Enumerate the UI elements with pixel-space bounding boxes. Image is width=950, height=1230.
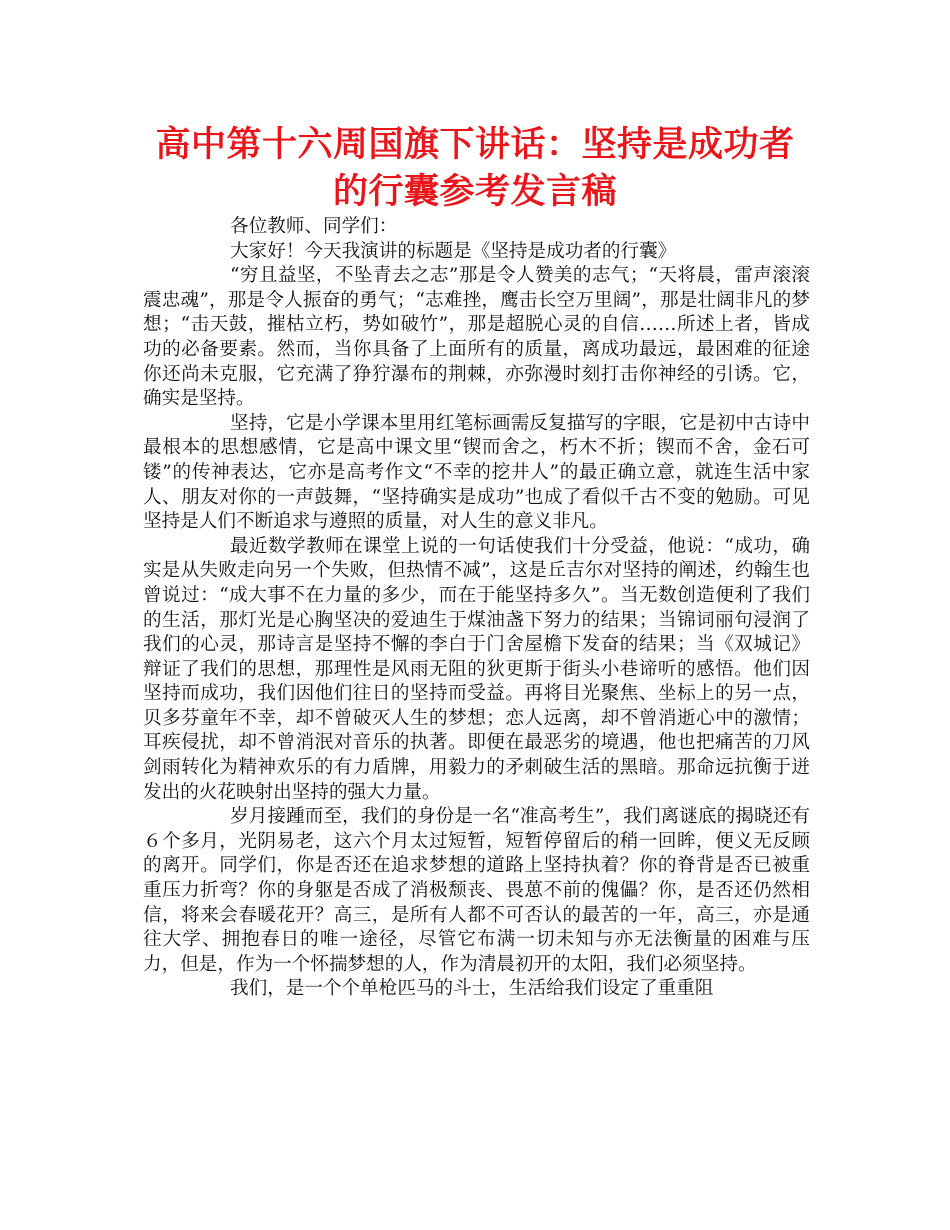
paragraph-greeting: 大家好！今天我演讲的标题是《坚持是成功者的行囊》 — [230, 240, 677, 262]
paragraph-persistence: 坚持，它是小学课本里用红笔标画需反复描写的字眼，它是初中古诗中最根本的思想感情，它是高中课文里“锲而舍之，朽木不折；锲而不舍，金石可镂”的传神表达，它亦是高考作文“不幸的挖井人”的最正确立意，就连生活中家人、朋友对你的一声鼓舞，“坚持确实是成功”也成了看似千古不变的勉励。可见坚持是人们不断追求与遵照的质量，对人生的意义非凡。 — [143, 412, 810, 533]
paragraph-virtues: “穷且益坚，不坠青去之志”那是令人赞美的志气；“天将晨，雷声滚滚震忠魂”，那是令人振奋的勇气；“志难挫，鹰击长空万里阔”，那是壮阔非凡的梦想；“击天鼓，摧枯立朽，势如破竹”，那是超脱心灵的自信……所述上者，皆成功的必备要素。然而，当你具备了上面所有的质量，离成功最远，最困难的征途你还尚未克服，它充满了狰狞瀑布的荆棘，亦弥漫时刻打击你神经的引诱。它，确实是坚持。 — [143, 265, 810, 410]
document-title — [140, 122, 810, 216]
paragraph-examples: 最近数学教师在课堂上说的一句话使我们十分受益，他说：“成功，确实是从失败走向另一个失败，但热情不减”，这是丘吉尔对坚持的阐述，约翰生也曾说过：“成大事不在力量的多少，而在于能坚持多久”。当无数创造便利了我们的生活，那灯光是心胸坚决的爱迪生于煤油盏下努力的结果；当锦词丽句浸润了我们的心灵，那诗言是坚持不懈的李白于门舍屋檐下发奋的结果；当《双城记》辩证了我们的思想，那理性是风雨无阻的狄更斯于街头小巷谛听的感悟。他们因坚持而成功，我们因他们往日的坚持而受益。再将目光聚焦、坐标上的另一点，贝多芬童年不幸，却不曾破灭人生的梦想；恋人远离，却不曾消逝心中的激情；耳疾侵扰，却不曾消泯对音乐的执著。即便在最恶劣的境遇，他也把痛苦的刀风剑雨转化为精神欢乐的有力盾牌，用毅力的矛刺破生活的黑暗。那命远抗衡于迸发出的火花映射出坚持的强大力量。 — [143, 535, 810, 803]
speech-body — [143, 215, 810, 1002]
title-line-1: 高中第十六周国旗下讲话：坚持是成功者 — [155, 125, 795, 165]
paragraph-fighters: 我们，是一个个单枪匹马的斗士，生活给我们设定了重重阻 — [230, 978, 714, 1000]
title-line-2: 的行囊参考发言稿 — [332, 172, 617, 212]
salutation: 各位教师、同学们： — [230, 216, 398, 237]
paragraph-senior-year: 岁月接踵而至，我们的身份是一名“准高考生”，我们离谜底的揭晓还有６个多月，光阴易老，这六个月太过短暂，短暂停留后的稍一回眸，便义无反顾的离开。同学们，你是否还在追求梦想的道路上坚持执着？你的脊背是否已被重重压力折弯？你的身躯是否成了消极颓丧、畏葸不前的傀儡？你，是否还仍然相信，将来会春暖花开？高三，是所有人都不可否认的最苦的一年，高三，亦是通往大学、拥抱春日的唯一途径，尽管它布满一切未知与亦无法衡量的困难与压力，但是，作为一个怀揣梦想的人，作为清晨初开的太阳，我们必须坚持。 — [143, 806, 810, 975]
